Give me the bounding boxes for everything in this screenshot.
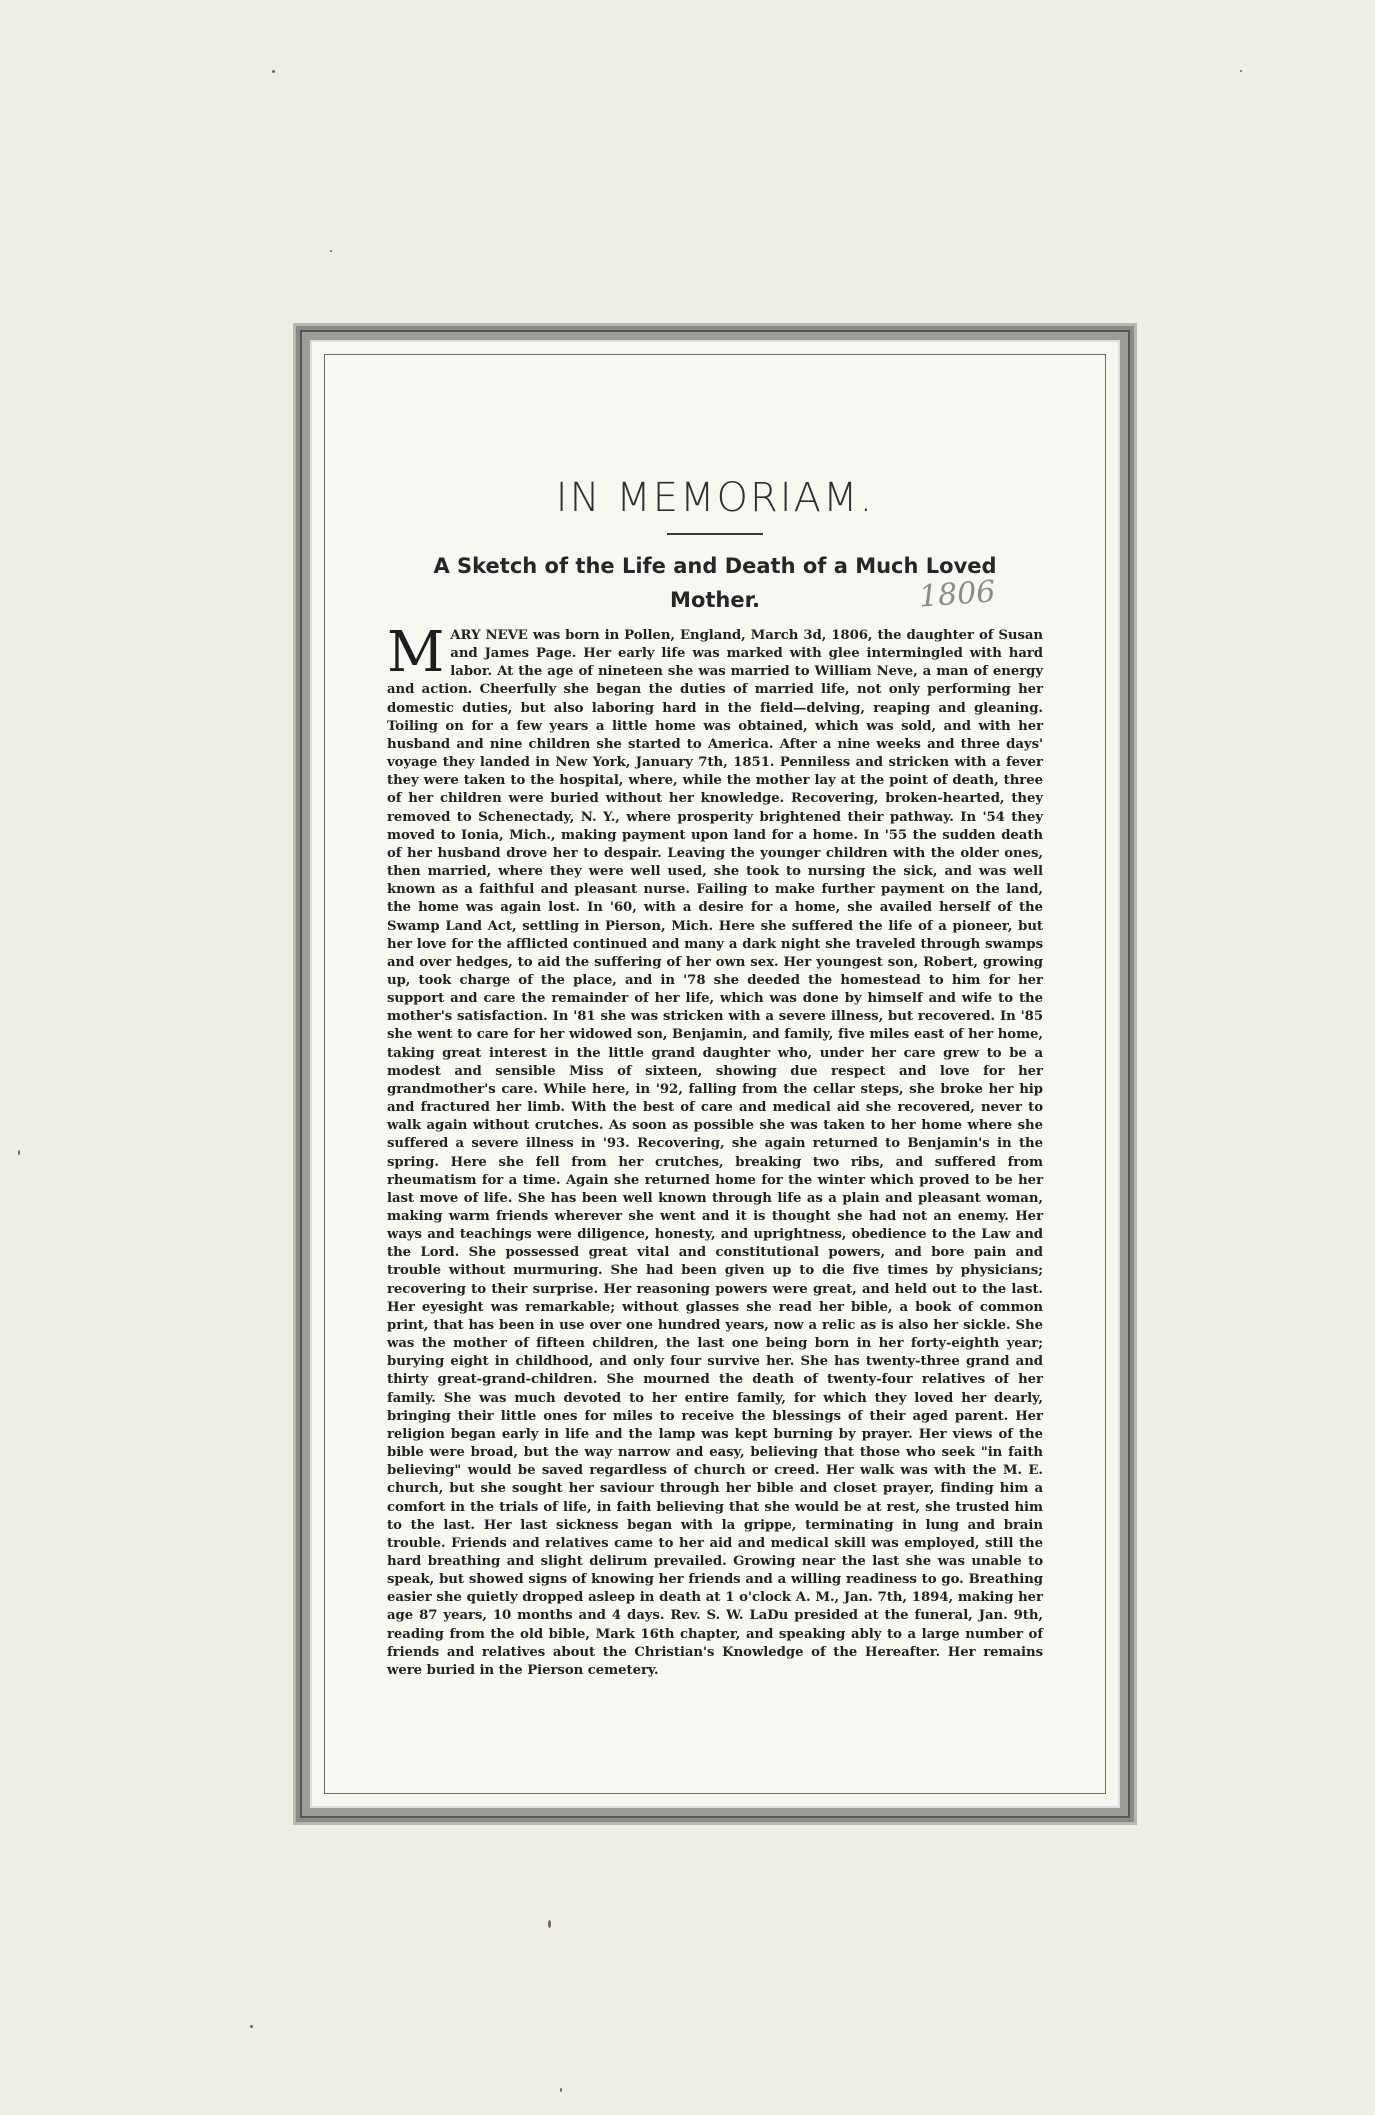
paper-speck — [560, 2088, 562, 2092]
drop-cap: M — [387, 620, 445, 685]
paper-speck — [250, 2025, 253, 2028]
paper-speck — [548, 1920, 551, 1928]
memorial-subtitle: A Sketch of the Life and Death of a Much Loved Mother. — [433, 554, 997, 612]
paper-speck — [18, 1150, 20, 1155]
memorial-body-text: ARY NEVE was born in Pollen, England, March 3d, 1806, the daughter of Susan and James Page. Her early life was marked with glee intermingled with hard labor. At the age of nineteen she was married to William Neve, a man of energy and action. Cheerfully she began the duties of married life, not only performing her domestic duties, but also laboring hard in the field—delving, reaping and gleaning. Toiling on for a few years a little home was obtained, which was sold, and with her husband and nine children she started to America. After a nine weeks and three days' voyage they landed in New York, January 7th, 1851. Penniless and stricken with a fever they were taken to the hospital, where, while the mother lay at the point of death, three of her children were buried without her knowledge. Recovering, broken-hearted, they removed to Schenectady, N. Y., where prosperity brightened their pathway. In '54 they moved to Ionia, Mich., making payment upon land for a home. In '55 the sudden death of her husband drove her to despair. Leaving the younger children with the older ones, then married, where they were well used, she took to nursing the sick, and was well known as a faithful and pleasant nurse. Failing to make further payment on the land, the home was again lost. In '60, with a desire for a home, she availed herself of the Swamp Land Act, settling in Pierson, Mich. Here she suffered the life of a pioneer, but her love for the afflicted continued and many a dark night she traveled through swamps and over hedges, to aid the suffering of her own sex. Her youngest son, Robert, growing up, took charge of the place, and in '78 she deeded the homestead to him for her support and care the remainder of her life, which was done by himself and wife to the mother's satisfaction. In '81 she was stricken with a severe illness, but recovered. In '85 she went to care for her widowed son, Benjamin, and family, five miles east of her home, taking great interest in the little grand daughter who, under her care grew to be a modest and sensible Miss of sixteen, showing due respect and love for her grandmother's care. While here, in '92, falling from the cellar steps, she broke her hip and fractured her limb. With the best of care and medical aid she recovered, never to walk again without crutches. As soon as possible she was taken to her home where she suffered a severe illness in '93. Recovering, she again returned to Benjamin's in the spring. Here she fell from her crutches, breaking two ribs, and suffered from rheumatism for a time. Again she returned home for the winter which proved to be her last move of life. She has been well known through life as a plain and pleasant woman, making warm friends wherever she went and it is thought she had not an enemy. Her ways and teachings were diligence, honesty, and uprightness, obedience to the Law and the Lord. She possessed great vital and constitutional powers, and bore pain and trouble without murmuring. She had been given up to die five times by physicians; recovering to their surprise. Her reasoning powers were great, and held out to the last. Her eyesight was remarkable; without glasses she read her bible, a book of common print, that has been in use over one hundred years, now a relic as is also her sickle. She was the mother of fifteen children, the last one being born in her forty-eighth year; burying eight in childhood, and only four survive her. She has twenty-three grand and thirty great-grand-children. She mourned the death of twenty-four relatives of her family. She was much devoted to her entire family, for which they loved her dearly, bringing their little ones for miles to receive the blessings of their aged parent. Her religion began early in life and the lamp was kept burning by prayer. Her views of the bible were broad, but the way narrow and easy, believing that those who seek "in faith believing" would be saved regardless of church or creed. Her walk was with the M. E. church, but she sought her saviour through her bible and closet prayer, finding him a comfort in the trials of life, in faith believing that she would be at rest, she trusted him to the last. Her last sickness began with la grippe, terminating in lung and brain trouble. Friends and relatives came to her aid and medical skill was employed, still the hard breathing and slight delirum prevailed. Growing near the last she was unable to speak, but showed signs of knowing her friends and a willing readiness to go. Breathing easier she quietly dropped asleep in death at 1 o'clock A. M., Jan. 7th, 1894, making her age 87 years, 10 months and 4 days. Rev. S. W. LaDu presided at the funeral, Jan. 9th, reading from the old bible, Mark 16th chapter, and speaking ably to a large number of friends and relatives about the Christian's Knowledge of the Hereafter. Her remains were buried in the Pierson cemetery. — [387, 628, 1043, 1678]
memorial-card-inner — [324, 354, 1106, 1794]
paper-speck — [272, 70, 275, 73]
memorial-body — [387, 620, 1043, 1680]
paper-speck — [330, 250, 332, 252]
memorial-title: IN MEMORIAM. — [555, 475, 875, 521]
handwritten-annotation: 1806 — [917, 574, 997, 615]
memorial-card — [300, 330, 1130, 1818]
title-divider — [667, 533, 763, 535]
paper-speck — [1240, 70, 1242, 72]
